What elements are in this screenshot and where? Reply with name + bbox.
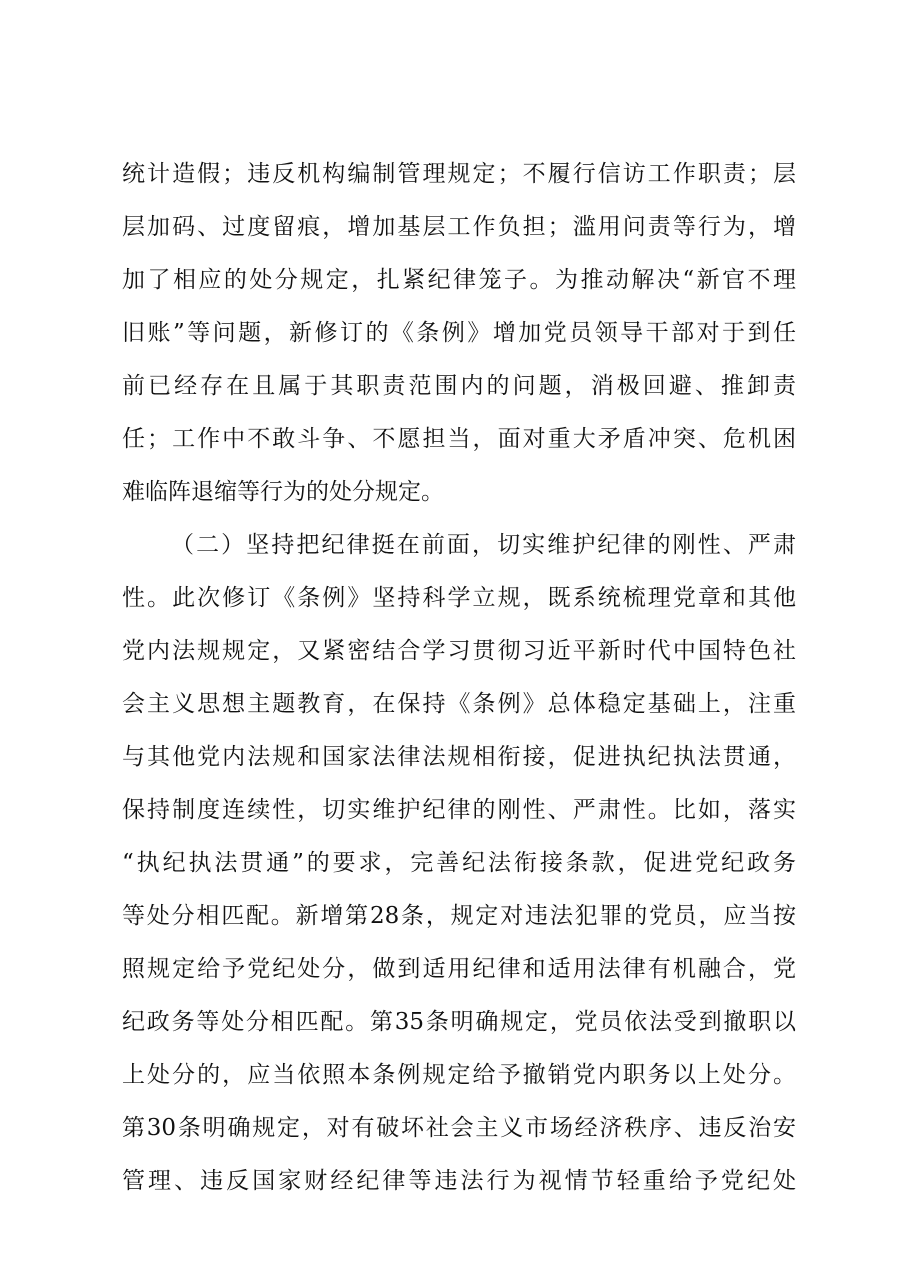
text-line: 等处分相匹配。新增第28条，规定对违法犯罪的党员，应当按 [122, 903, 796, 929]
text-line: 照规定给予党纪处分，做到适用纪律和适用法律有机融合，党 [122, 956, 796, 982]
text-line: 难临阵退缩等行为的处分规定。 [122, 479, 444, 505]
text-line: 任；工作中不敢斗争、不愿担当，面对重大矛盾冲突、危机困 [122, 426, 796, 452]
text-line: 会主义思想主题教育，在保持《条例》总体稳定基础上，注重 [122, 691, 796, 717]
text-line: 保持制度连续性，切实维护纪律的刚性、严肃性。比如，落实 [122, 797, 796, 823]
text-line: 性。此次修订《条例》坚持科学立规，既系统梳理党章和其他 [122, 585, 796, 611]
text-line: “执纪执法贯通”的要求，完善纪法衔接条款，促进党纪政务 [122, 850, 796, 876]
paragraph-heading-line: （二）坚持把纪律挺在前面，切实维护纪律的刚性、严肃 [171, 532, 796, 558]
text-line: 与其他党内法规和国家法律法规相衔接，促进执纪执法贯通， [122, 744, 796, 770]
text-line: 管理、违反国家财经纪律等违法行为视情节轻重给予党纪处 [122, 1168, 796, 1194]
text-line: 前已经存在且属于其职责范围内的问题，消极回避、推卸责 [122, 373, 796, 399]
text-line: 旧账”等问题，新修订的《条例》增加党员领导干部对于到任 [122, 320, 796, 346]
text-line: 党内法规规定，又紧密结合学习贯彻习近平新时代中国特色社 [122, 638, 796, 664]
text-line: 层加码、过度留痕，增加基层工作负担；滥用问责等行为，增 [122, 214, 796, 240]
text-line: 加了相应的处分规定，扎紧纪律笼子。为推动解决“新官不理 [122, 267, 796, 293]
text-line: 上处分的，应当依照本条例规定给予撤销党内职务以上处分。 [122, 1062, 796, 1088]
text-line: 纪政务等处分相匹配。第35条明确规定，党员依法受到撤职以 [122, 1009, 796, 1035]
text-line: 统计造假；违反机构编制管理规定；不履行信访工作职责；层 [122, 161, 796, 187]
text-line: 第30条明确规定，对有破坏社会主义市场经济秩序、违反治安 [122, 1115, 796, 1141]
